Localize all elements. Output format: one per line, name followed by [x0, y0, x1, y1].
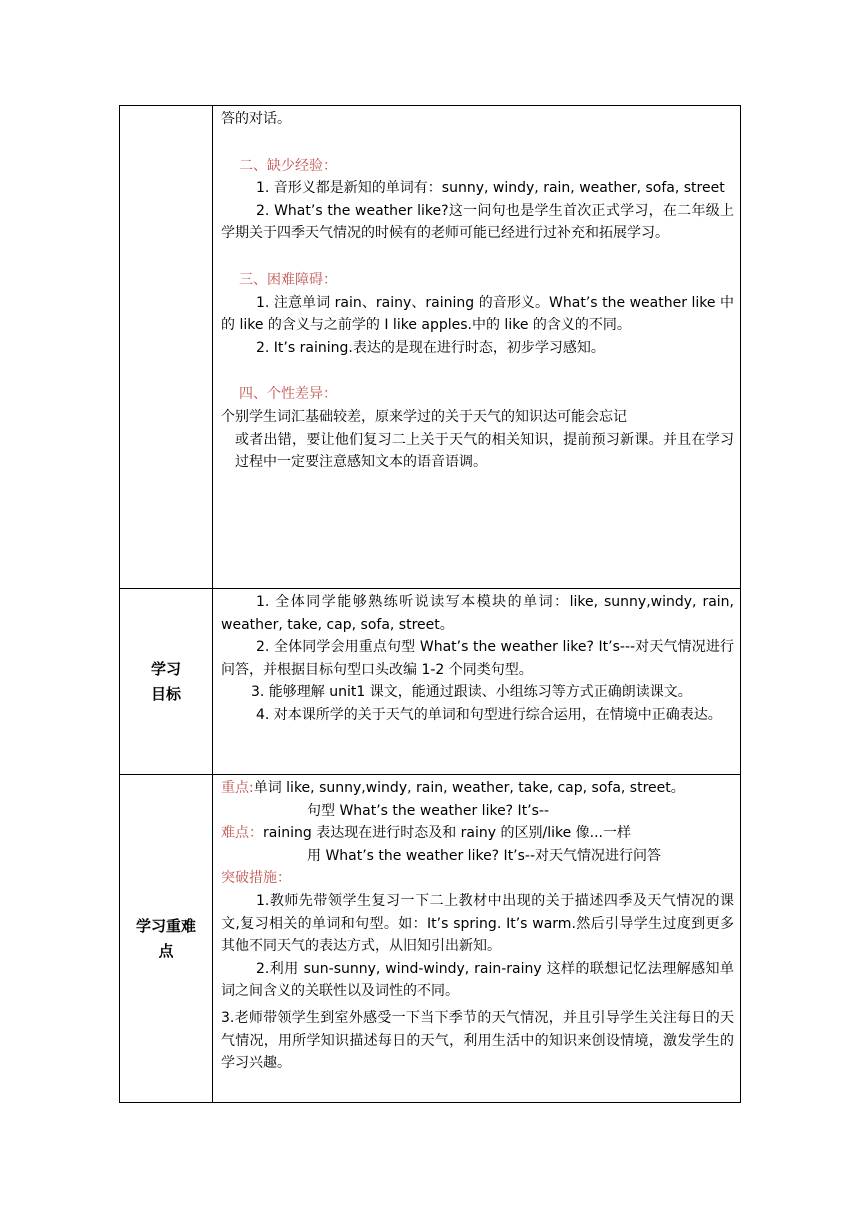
label-line: 目标: [150, 684, 181, 703]
section-heading-lack-experience: 二、缺少经验：: [239, 157, 337, 174]
key-points-cell: [213, 775, 741, 1103]
list-item: 1.教师先带领学生复习一下二上教材中出现的关于描述四季及天气情况的课文,复习相关的单词和句型。如：It’s spring. It’s warm.然后引导学生过度到更多其他不同天气的表达方式，从旧知引出新知。: [221, 892, 734, 955]
section-heading-individual-differences: 四、个性差异：: [239, 386, 337, 403]
difficulty-line: [221, 822, 734, 845]
section-heading-difficulties: 三、困难障碍：: [239, 271, 337, 288]
list-item: 4. 对本课所学的关于天气的单词和句型进行综合运用，在情境中正确表达。: [256, 706, 722, 723]
list-item: 1. 注意单词 rain、rainy、raining 的音形义。What’s the weather like 中的 like 的含义与之前学的 I like apples.中的 like 的含义的不同。: [221, 294, 734, 334]
list-item: 2. 全体同学会用重点句型 What’s the weather like? It’s---对天气情况进行问答，并根据目标句型口头改编 1-2 个同类句型。: [221, 639, 734, 678]
row-label-key-difficult-points: [120, 775, 213, 1103]
table-row: [120, 106, 741, 589]
label-line: 学习: [150, 659, 181, 678]
analysis-content-cell: [213, 106, 741, 589]
key-point-pattern: 句型 What’s the weather like? It’s--: [307, 802, 550, 819]
row-label-empty: [120, 106, 213, 589]
list-item: 2.利用 sun-sunny, wind-windy, rain-rainy 这样的联想记忆法理解感知单词之间含义的关联性以及词性的不同。: [221, 960, 734, 1000]
difficulty-text: raining 表达现在进行时态及和 rainy 的区别/like 像...一样: [263, 825, 631, 842]
difficulty-label: 难点：: [221, 825, 263, 842]
paragraph-text: 或者出错，要让他们复习二上关于天气的相关知识，提前预习新课。并且在学习过程中一定要注意感知文本的语音语调。: [235, 431, 734, 471]
learning-goals-cell: [213, 589, 741, 775]
row-label-learning-goals: [120, 589, 213, 775]
table-row: [120, 775, 741, 1103]
key-point-words: 单词 like, sunny,windy, rain, weather, take, cap, sofa, street。: [253, 780, 685, 796]
list-item: 1. 全体同学能够熟练听说读写本模块的单词：like, sunny,windy, rain, weather, take, cap, sofa, street。: [221, 594, 734, 633]
intro-text: 答的对话。: [221, 111, 291, 127]
list-item: 3. 能够理解 unit1 课文，能通过跟读、小组练习等方式正确朗读课文。: [251, 684, 692, 701]
lesson-plan-table: [119, 105, 741, 1103]
list-item: 2. What’s the weather like?这一问句也是学生首次正式学习，在二年级上学期关于四季天气情况的时候有的老师可能已经进行过补充和拓展学习。: [221, 202, 734, 242]
list-item: 3.老师带领学生到室外感受一下当下季节的天气情况，并且引导学生关注每日的天气情况，用所学知识描述每日的天气，利用生活中的知识来创设情境，激发学生的学习兴趣。: [221, 1009, 734, 1072]
table-row: [120, 589, 741, 775]
measures-label: 突破措施：: [221, 870, 291, 887]
label-line: 学习重难: [135, 916, 196, 935]
list-item: 1. 音形义都是新知的单词有：sunny, windy, rain, weather, sofa, street: [256, 180, 725, 197]
list-item: 2. It’s raining.表达的是现在进行时态，初步学习感知。: [256, 339, 605, 356]
label-line: 点: [158, 941, 174, 960]
key-point-label: 重点:: [221, 780, 254, 796]
paragraph-text: 个别学生词汇基础较差，原来学过的关于天气的知识达可能会忘记: [221, 408, 627, 425]
difficulty-text-2: 用 What’s the weather like? It’s--对天气情况进行问答: [307, 847, 662, 864]
key-point-line: [221, 777, 734, 800]
